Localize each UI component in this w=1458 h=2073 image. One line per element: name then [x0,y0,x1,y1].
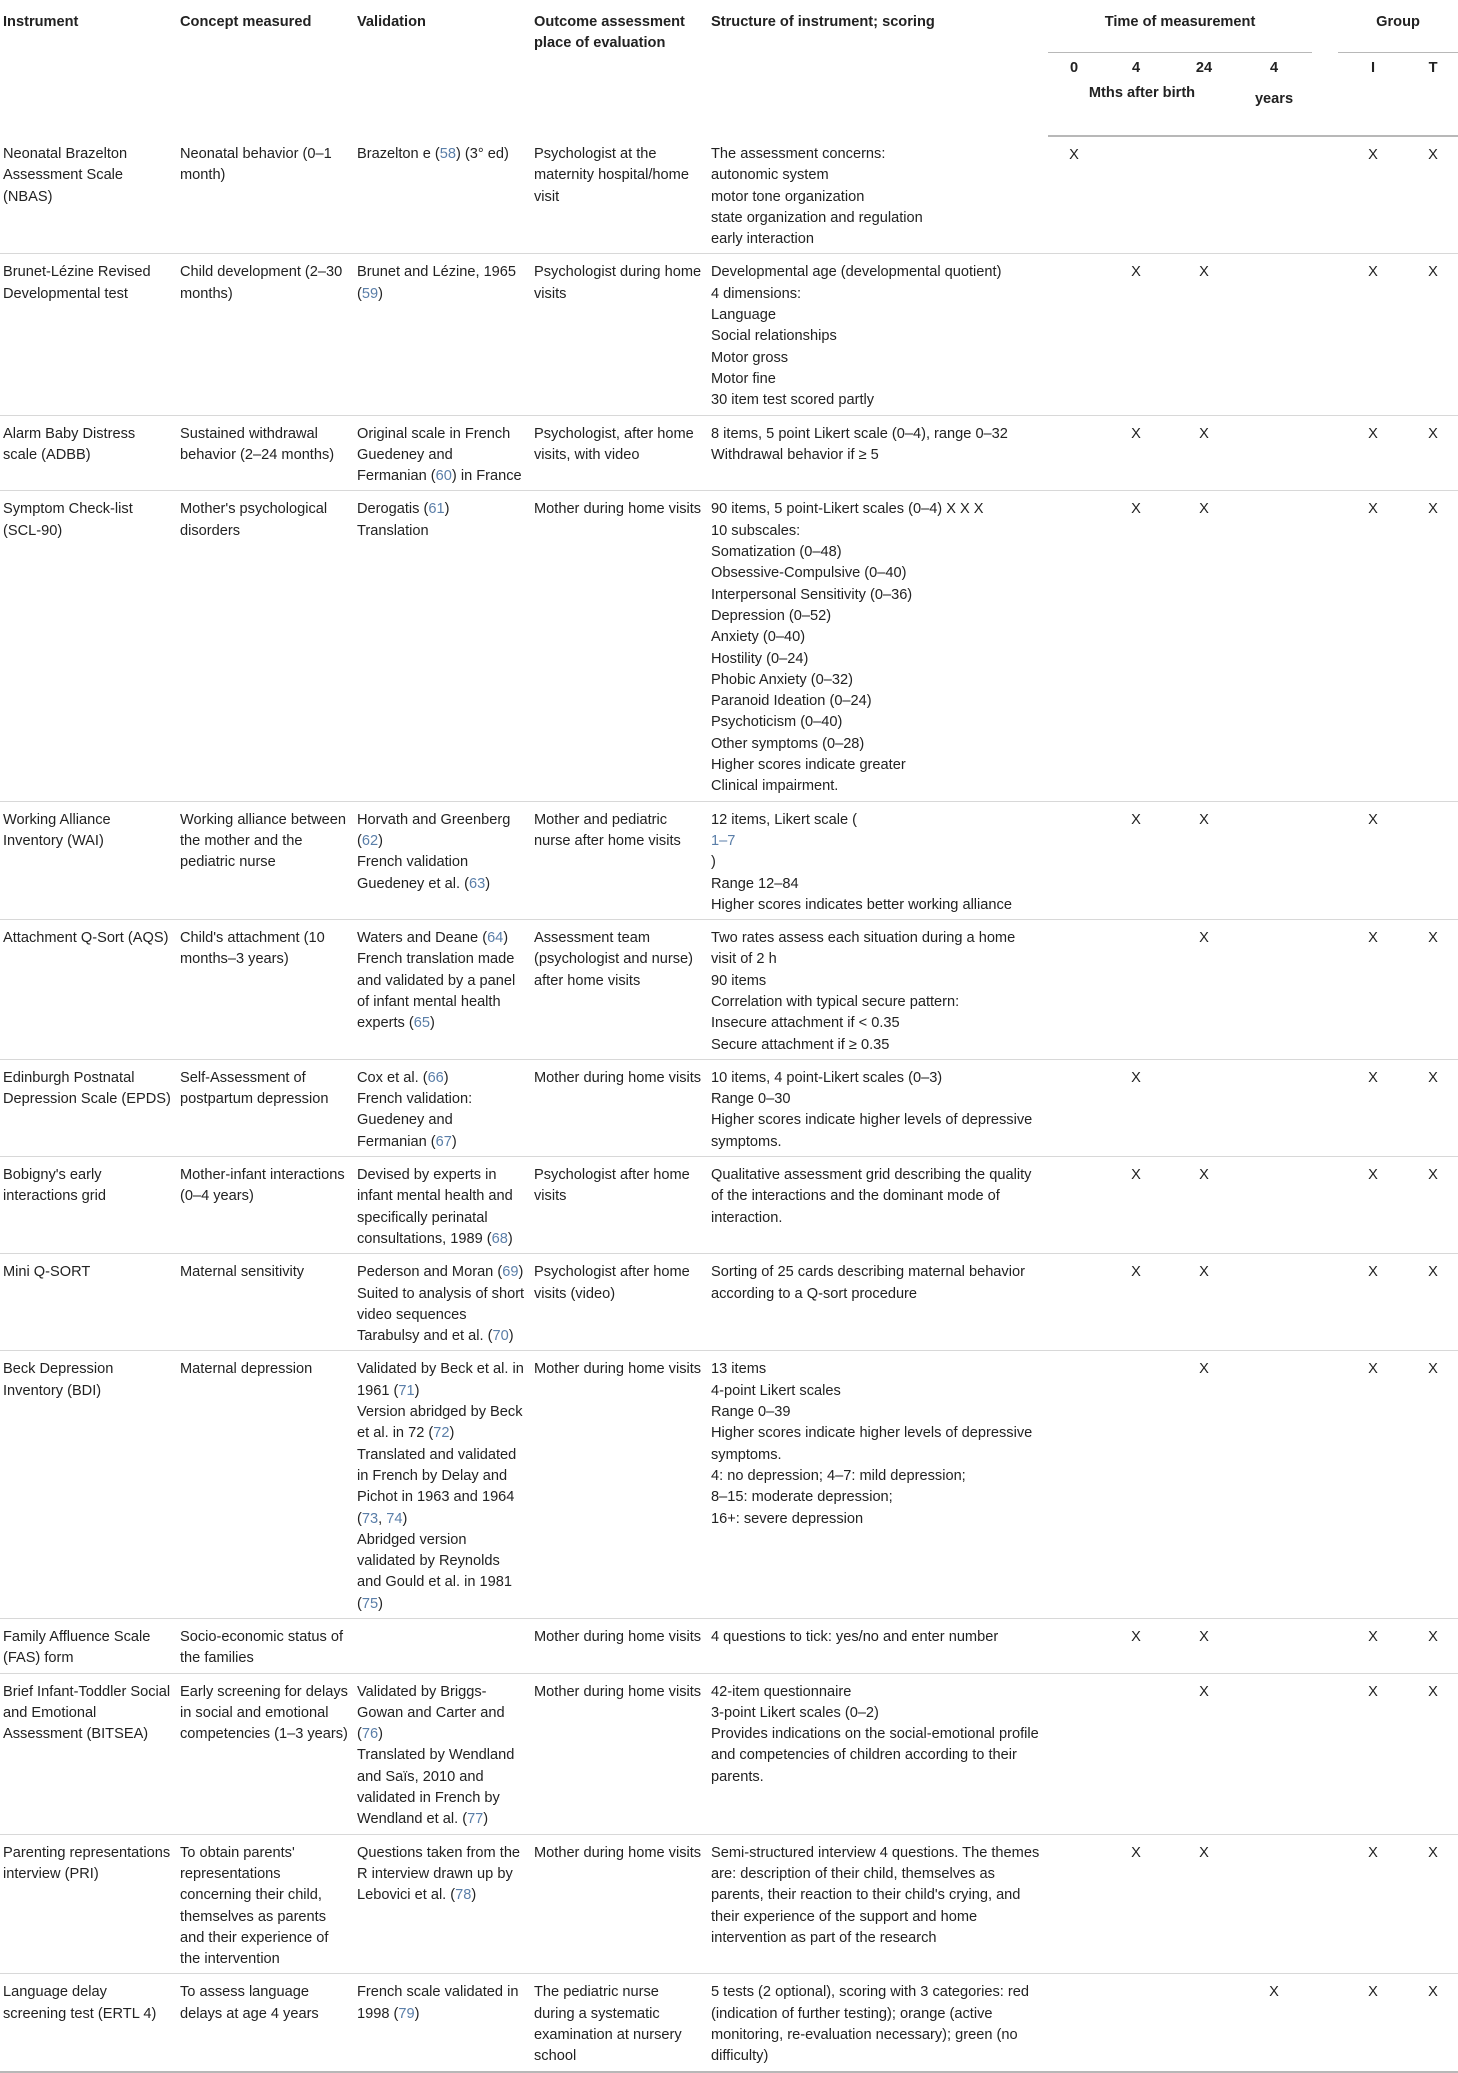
structure-line: Motor fine [711,370,776,387]
cell-concept: Mother's psychological disorders [176,491,353,801]
spacer-cell [1312,415,1338,491]
header-group-spacer-i [1338,83,1408,136]
cell-validation: Derogatis (61) Translation [353,491,530,801]
mark-group-i: X [1338,254,1408,415]
reference-link: 69 [502,1264,519,1281]
spacer-cell [1312,1157,1338,1254]
mark-0-mths [1048,1157,1100,1254]
header-time-0: 0 [1069,60,1079,76]
cell-structure [707,1974,1048,2072]
mark-24-mths [1172,1059,1236,1156]
reference-link: 62 [361,832,379,849]
structure-line: Higher scores indicates better working alliance [711,896,1012,913]
reference-link: 72 [433,1425,450,1442]
spacer-cell [1312,920,1338,1060]
spacer-cell [1312,1351,1338,1619]
mark-0-mths [1048,415,1100,491]
cell-outcome: Mother and pediatric nurse after home visits [530,801,707,919]
structure-line: Range 0–39 [711,1404,791,1421]
structure-line: Obsessive-Compulsive (0–40) [711,565,907,582]
cell-structure [707,801,1048,919]
cell-outcome: Assessment team (psychologist and nurse) after home visits [530,920,707,1060]
structure-line: Sorting of 25 cards describing maternal behavior according to a Q-sort procedure [711,1264,1025,1302]
reference-link: 79 [398,2005,415,2022]
structure-line: autonomic system [711,167,829,184]
cell-structure [707,415,1048,491]
mark-group-i: X [1338,1254,1408,1351]
mark-group-t: X [1408,1974,1458,2072]
structure-line: 30 item test scored partly [711,392,875,409]
structure-line: Provides indications on the social-emotional profile and competencies of children according to their parents. [711,1726,1039,1785]
mark-24-mths: X [1172,254,1236,415]
structure-line: 4: no depression; 4–7: mild depression; [711,1467,966,1484]
cell-validation: Waters and Deane (64) French translation made and validated by a panel of infant mental health experts (65) [353,920,530,1060]
structure-line: Other symptoms (0–28) [711,735,865,752]
header-time: Time of measurement [1048,8,1312,53]
header-group-spacer-t [1408,83,1458,136]
mark-4-mths: X [1100,1834,1172,1974]
structure-line: Hostility (0–24) [711,650,809,667]
structure-line: Motor gross [711,349,789,366]
header-structure: Structure of instrument; scoring [711,14,935,30]
structure-line: 16+: severe depression [711,1510,864,1527]
cell-validation: Devised by experts in infant mental health and specifically perinatal consultations, 1989 (68) [353,1157,530,1254]
cell-validation: Validated by Beck et al. in 1961 (71) Version abridged by Beck et al. in 72 (72) Translated and validated in French by Delay and Pichot in 1963 and 1964 (73, 74) Abridged version validated by Reynolds and Gould et al. in 1981 (75) [353,1351,530,1619]
structure-line: 8 items, 5 point Likert scale (0–4), range 0–32 [711,425,1008,442]
table-row [0,1974,1458,2072]
reference-link: 66 [427,1069,444,1086]
cell-outcome: Mother during home visits [530,1619,707,1674]
cell-structure [707,136,1048,254]
mark-group-t: X [1408,1059,1458,1156]
reference-link: 73 [361,1510,379,1527]
structure-line: Two rates assess each situation during a home visit of 2 h [711,930,1016,968]
cell-outcome: Psychologist at the maternity hospital/home visit [530,136,707,254]
mark-4-mths [1100,920,1172,1060]
structure-line: Range 12–84 [711,875,799,892]
mark-4-mths: X [1100,1157,1172,1254]
structure-line: 10 items, 4 point-Likert scales (0–3) [711,1069,943,1086]
table-row [0,415,1458,491]
mark-0-mths [1048,254,1100,415]
structure-line: Higher scores indicate higher levels of depressive symptoms. [711,1425,1033,1463]
cell-validation: Pederson and Moran (69) Suited to analysis of short video sequences Tarabulsy and et al. (70) [353,1254,530,1351]
mark-0-mths [1048,1834,1100,1974]
structure-line: Language [711,307,776,324]
cell-instrument: Working Alliance Inventory (WAI) [0,801,176,919]
mark-4-mths: X [1100,491,1172,801]
header-group-t: T [1428,60,1438,76]
mark-24-mths: X [1172,1619,1236,1674]
reference-link: 59 [361,285,379,302]
header-gap-3 [1312,83,1338,136]
reference-link: 77 [467,1811,484,1828]
mark-group-i: X [1338,1059,1408,1156]
cell-structure [707,1673,1048,1834]
reference-link: 78 [455,1887,472,1904]
mark-4-mths [1100,1351,1172,1619]
mark-24-mths [1172,1974,1236,2072]
structure-line: state organization and regulation [711,209,923,226]
cell-instrument: Edinburgh Postnatal Depression Scale (EPDS) [0,1059,176,1156]
mark-0-mths [1048,920,1100,1060]
cell-outcome: Psychologist during home visits [530,254,707,415]
cell-structure [707,920,1048,1060]
spacer-cell [1312,491,1338,801]
mark-group-t: X [1408,1619,1458,1674]
cell-structure [707,1254,1048,1351]
cell-validation: Brazelton e (58) (3° ed) [353,136,530,254]
mark-4-years [1236,1619,1312,1674]
mark-4-years [1236,491,1312,801]
cell-outcome: Mother during home visits [530,1834,707,1974]
cell-instrument: Symptom Check-list (SCL-90) [0,491,176,801]
header-mths-after-birth: Mths after birth [1048,83,1236,136]
spacer-cell [1312,1059,1338,1156]
table-row [0,1619,1458,1674]
reference-link: 64 [487,930,504,947]
cell-concept: Child development (2–30 months) [176,254,353,415]
instruments-table [0,8,1458,2073]
mark-0-mths [1048,1351,1100,1619]
mark-group-i: X [1338,1351,1408,1619]
structure-line: Social relationships [711,328,837,345]
mark-4-mths [1100,136,1172,254]
structure-line: 5 tests (2 optional), scoring with 3 categories: red (indication of further testing); orange (active monitoring, re-evaluation necessary); green (no difficulty) [711,1984,1029,2065]
mark-group-i: X [1338,920,1408,1060]
header-years: years [1236,83,1312,136]
cell-concept: Mother-infant interactions (0–4 years) [176,1157,353,1254]
structure-line: early interaction [711,231,815,248]
cell-validation: Validated by Briggs-Gowan and Carter and (76) Translated by Wendland and Saïs, 2010 and validated in French by Wendland et al. (77) [353,1673,530,1834]
cell-validation: French scale validated in 1998 (79) [353,1974,530,2072]
cell-instrument: Beck Depression Inventory (BDI) [0,1351,176,1619]
mark-group-t: X [1408,1834,1458,1974]
structure-line: The assessment concerns: [711,146,886,162]
cell-concept: Sustained withdrawal behavior (2–24 months) [176,415,353,491]
table-row [0,1351,1458,1619]
cell-structure [707,491,1048,801]
table-row [0,1157,1458,1254]
header-time-4y: 4 [1269,60,1279,76]
spacer-cell [1312,1834,1338,1974]
header-outcome: Outcome assessment place of evaluation [534,14,685,52]
table-row [0,1059,1458,1156]
cell-instrument: Alarm Baby Distress scale (ADBB) [0,415,176,491]
cell-instrument: Neonatal Brazelton Assessment Scale (NBAS) [0,136,176,254]
mark-24-mths: X [1172,1673,1236,1834]
reference-link: 61 [428,501,445,518]
mark-24-mths: X [1172,1834,1236,1974]
structure-line: 4-point Likert scales [711,1382,841,1399]
structure-line: Range 0–30 [711,1091,791,1108]
header-concept: Concept measured [180,14,312,30]
cell-outcome: Psychologist after home visits (video) [530,1254,707,1351]
structure-line: Phobic Anxiety (0–32) [711,671,853,688]
mark-0-mths [1048,801,1100,919]
header-gap-2 [1312,53,1338,84]
cell-instrument: Family Affluence Scale (FAS) form [0,1619,176,1674]
table-row [0,254,1458,415]
cell-instrument: Parenting representations interview (PRI) [0,1834,176,1974]
mark-4-mths [1100,1974,1172,2072]
cell-instrument: Language delay screening test (ERTL 4) [0,1974,176,2072]
mark-4-years [1236,1351,1312,1619]
mark-4-years [1236,254,1312,415]
mark-group-t: X [1408,1157,1458,1254]
structure-line: 13 items [711,1361,767,1378]
cell-outcome: Mother during home visits [530,1351,707,1619]
mark-0-mths [1048,1619,1100,1674]
header-instrument: Instrument [3,14,79,30]
cell-structure [707,1059,1048,1156]
header-gap [1312,8,1338,53]
reference-link: 58 [439,146,456,162]
spacer-cell [1312,801,1338,919]
mark-group-i: X [1338,491,1408,801]
cell-instrument: Bobigny's early interactions grid [0,1157,176,1254]
cell-outcome: Mother during home visits [530,1059,707,1156]
cell-validation: Original scale in French Guedeney and Fermanian (60) in France [353,415,530,491]
structure-line: 4 questions to tick: yes/no and enter number [711,1629,999,1645]
cell-concept: Socio-economic status of the families [176,1619,353,1674]
mark-group-t: X [1408,415,1458,491]
mark-group-t: X [1408,920,1458,1060]
mark-0-mths [1048,491,1100,801]
mark-4-years [1236,136,1312,254]
reference-link: 60 [435,468,452,485]
reference-link: 70 [492,1328,509,1345]
spacer-cell [1312,1974,1338,2072]
mark-0-mths [1048,1974,1100,2072]
mark-4-years [1236,415,1312,491]
mark-group-t: X [1408,1673,1458,1834]
mark-24-mths: X [1172,920,1236,1060]
structure-line: Insecure attachment if < 0.35 [711,1015,900,1032]
table-row [0,136,1458,254]
reference-link: 68 [491,1230,508,1247]
structure-line: 10 subscales: [711,522,801,539]
table-row [0,1673,1458,1834]
mark-0-mths [1048,1254,1100,1351]
header-time-4: 4 [1131,60,1141,76]
structure-line: 12 items, Likert scale ( 1–7 ) [711,810,1044,874]
table-row [0,491,1458,801]
mark-group-t: X [1408,1351,1458,1619]
mark-24-mths: X [1172,1157,1236,1254]
table-header [0,8,1458,136]
structure-line: 42-item questionnaire [711,1683,852,1700]
header-time-24: 24 [1195,60,1213,76]
cell-outcome: Psychologist after home visits [530,1157,707,1254]
mark-group-i: X [1338,1974,1408,2072]
mark-4-years [1236,1157,1312,1254]
cell-instrument: Attachment Q-Sort (AQS) [0,920,176,1060]
cell-validation: Cox et al. (66) French validation: Guedeney and Fermanian (67) [353,1059,530,1156]
structure-line: 90 items [711,972,767,989]
structure-line: 4 dimensions: [711,285,802,302]
mark-4-mths: X [1100,254,1172,415]
cell-concept: To assess language delays at age 4 years [176,1974,353,2072]
structure-line: Qualitative assessment grid describing the quality of the interactions and the dominant mode of interaction. [711,1167,1032,1226]
header-group: Group [1338,8,1458,53]
table-container [0,8,1458,2073]
structure-line: Higher scores indicate greater [711,757,906,774]
header-validation: Validation [357,14,426,30]
cell-concept: Maternal depression [176,1351,353,1619]
spacer-cell [1312,1619,1338,1674]
mark-4-years [1236,1673,1312,1834]
mark-group-i: X [1338,1157,1408,1254]
mark-group-t: X [1408,491,1458,801]
mark-4-mths: X [1100,415,1172,491]
mark-group-t: X [1408,254,1458,415]
mark-24-mths: X [1172,801,1236,919]
structure-line: Clinical impairment. [711,778,839,795]
table-row [0,920,1458,1060]
reference-link: 76 [361,1726,379,1743]
structure-line: Withdrawal behavior if ≥ 5 [711,446,879,463]
header-group-i: I [1371,60,1376,76]
cell-validation [353,1619,530,1674]
mark-group-i: X [1338,1619,1408,1674]
cell-outcome: Psychologist, after home visits, with video [530,415,707,491]
cell-validation: Horvath and Greenberg (62) French validation Guedeney et al. (63) [353,801,530,919]
reference-link: 75 [361,1595,379,1612]
cell-concept: Maternal sensitivity [176,1254,353,1351]
cell-concept: Self-Assessment of postpartum depression [176,1059,353,1156]
table-body [0,136,1458,2072]
structure-line: Somatization (0–48) [711,544,842,561]
cell-instrument: Brunet-Lézine Revised Developmental test [0,254,176,415]
cell-instrument: Brief Infant-Toddler Social and Emotional Assessment (BITSEA) [0,1673,176,1834]
reference-link: 71 [398,1382,415,1399]
mark-group-i: X [1338,136,1408,254]
cell-concept: Neonatal behavior (0–1 month) [176,136,353,254]
table-row [0,1834,1458,1974]
cell-structure [707,1834,1048,1974]
structure-line: Anxiety (0–40) [711,629,806,646]
structure-line: Correlation with typical secure pattern: [711,993,960,1010]
cell-outcome: The pediatric nurse during a systematic examination at nursery school [530,1974,707,2072]
cell-structure [707,1157,1048,1254]
spacer-cell [1312,136,1338,254]
cell-structure [707,1351,1048,1619]
reference-link: 65 [413,1015,431,1032]
mark-group-i: X [1338,1673,1408,1834]
mark-4-years: X [1236,1974,1312,2072]
cell-concept: Child's attachment (10 months–3 years) [176,920,353,1060]
mark-4-years [1236,1834,1312,1974]
mark-4-years [1236,1254,1312,1351]
structure-line: Developmental age (developmental quotient) [711,264,1002,281]
spacer-cell [1312,1254,1338,1351]
mark-24-mths: X [1172,415,1236,491]
mark-24-mths: X [1172,491,1236,801]
structure-line: 90 items, 5 point-Likert scales (0–4) X X X [711,501,984,518]
mark-group-i: X [1338,415,1408,491]
cell-validation: Questions taken from the R interview drawn up by Lebovici et al. (78) [353,1834,530,1974]
cell-outcome: Mother during home visits [530,491,707,801]
mark-group-i: X [1338,1834,1408,1974]
structure-line: Interpersonal Sensitivity (0–36) [711,586,913,603]
mark-group-t: X [1408,1254,1458,1351]
mark-4-mths: X [1100,1059,1172,1156]
mark-24-mths: X [1172,1254,1236,1351]
mark-4-mths: X [1100,1254,1172,1351]
structure-line: motor tone organization [711,188,865,205]
cell-structure [707,1619,1048,1674]
reference-link: 74 [386,1510,403,1527]
spacer-cell [1312,1673,1338,1834]
mark-4-years [1236,1059,1312,1156]
structure-line: Secure attachment if ≥ 0.35 [711,1036,890,1053]
structure-line: Paranoid Ideation (0–24) [711,693,872,710]
cell-validation: Brunet and Lézine, 1965 (59) [353,254,530,415]
mark-4-mths: X [1100,801,1172,919]
cell-concept: To obtain parents' representations concerning their child, themselves as parents and their experience of the intervention [176,1834,353,1974]
cell-instrument: Mini Q-SORT [0,1254,176,1351]
mark-group-t [1408,801,1458,919]
mark-group-t: X [1408,136,1458,254]
mark-4-years [1236,920,1312,1060]
reference-link: 1–7 [711,832,736,849]
cell-concept: Working alliance between the mother and the pediatric nurse [176,801,353,919]
cell-concept: Early screening for delays in social and emotional competencies (1–3 years) [176,1673,353,1834]
cell-outcome: Mother during home visits [530,1673,707,1834]
structure-line: Higher scores indicate higher levels of depressive symptoms. [711,1112,1033,1150]
mark-24-mths: X [1172,1351,1236,1619]
table-row [0,1254,1458,1351]
mark-4-mths [1100,1673,1172,1834]
mark-group-i: X [1338,801,1408,919]
cell-structure [707,254,1048,415]
mark-24-mths [1172,136,1236,254]
structure-line: 3-point Likert scales (0–2) [711,1704,879,1721]
structure-line: Psychoticism (0–40) [711,714,843,731]
table-row [0,801,1458,919]
structure-line: Semi-structured interview 4 questions. The themes are: description of their child, themselves as parents, their reaction to their child's crying, and their experience of the support and home intervention as part of the research [711,1844,1040,1946]
mark-4-years [1236,801,1312,919]
reference-link: 63 [468,875,486,892]
mark-0-mths: X [1048,136,1100,254]
structure-line: 8–15: moderate depression; [711,1489,893,1506]
mark-4-mths: X [1100,1619,1172,1674]
spacer-cell [1312,254,1338,415]
structure-line: Depression (0–52) [711,607,832,624]
mark-0-mths [1048,1673,1100,1834]
reference-link: 67 [435,1133,452,1150]
mark-0-mths [1048,1059,1100,1156]
